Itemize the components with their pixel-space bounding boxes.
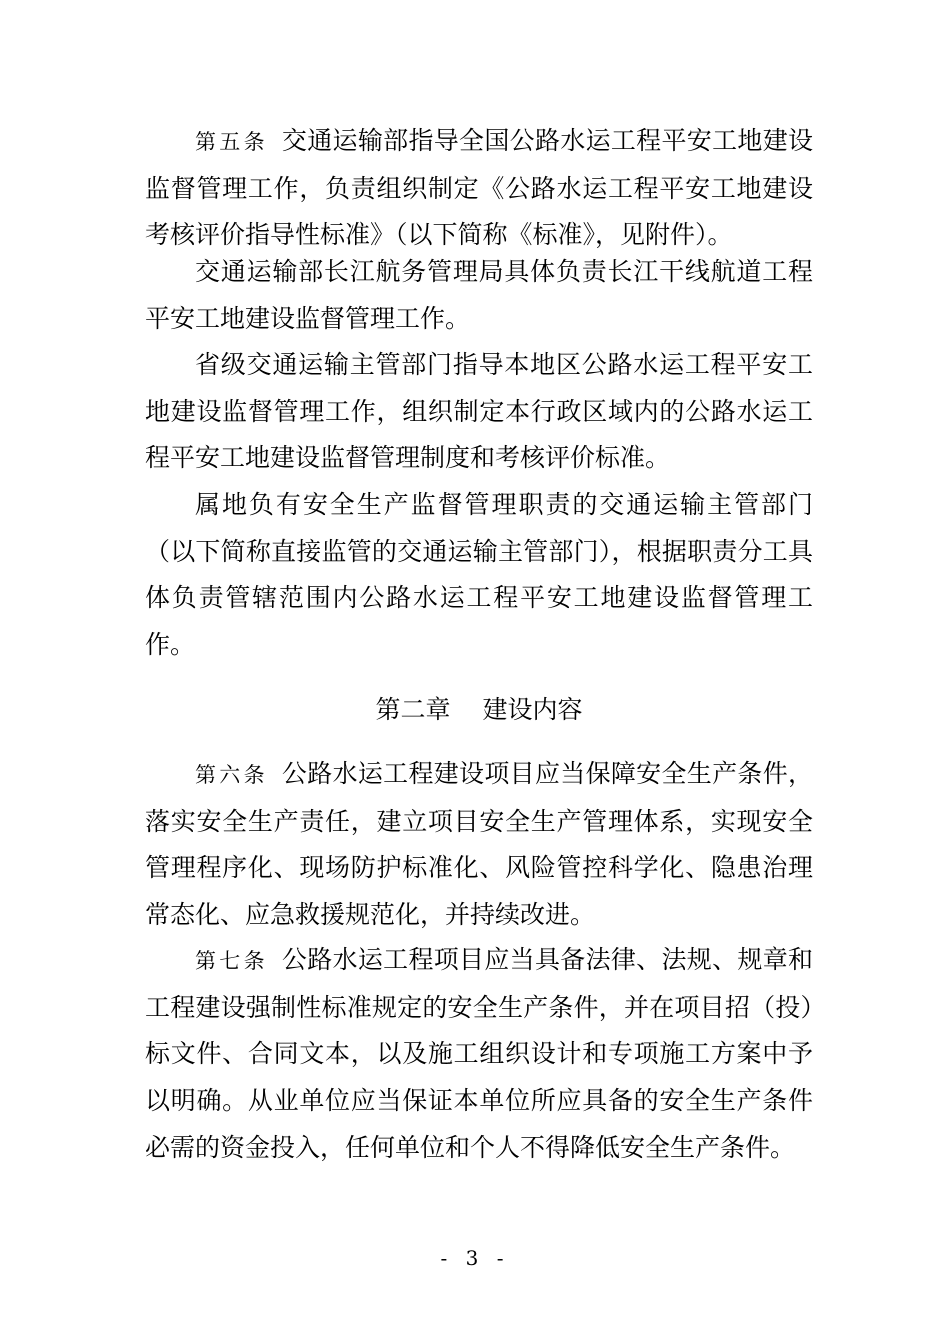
page-number: - 3 - (440, 1246, 510, 1270)
paragraph-local (145, 482, 813, 669)
article-5-text: 交通运输部指导全国公路水运工程平安工地建设监督管理工作，负责组织制定《公路水运工程平安工地建设考核评价指导性标准》（以下简称《标准》，见附件）。 (145, 126, 813, 250)
paragraph-provincial (145, 342, 813, 482)
article-7-text: 公路水运工程项目应当具备法律、法规、规章和工程建设强制性标准规定的安全生产条件，并在项目招（投）标文件、合同文本，以及施工组织设计和专项施工方案中予以明确。从业单位应当保证本单位所应具备的安全生产条件必需的资金投入，任何单位和个人不得降低安全生产条件。 (145, 945, 813, 1162)
paragraph-local-text: 属地负有安全生产监督管理职责的交通运输主管部门（以下简称直接监管的交通运输主管部门），根据职责分工具体负责管辖范围内公路水运工程平安工地建设监督管理工作。 (145, 490, 813, 660)
chapter-number: 第二章 (375, 695, 451, 724)
paragraph-changjiang-text: 交通运输部长江航务管理局具体负责长江干线航道工程平安工地建设监督管理工作。 (145, 257, 813, 333)
article-7-paragraph (145, 937, 813, 1172)
article-6-text: 公路水运工程建设项目应当保障安全生产条件，落实安全生产责任，建立项目安全生产管理体系，实现安全管理程序化、现场防护标准化、风险管控科学化、隐患治理常态化、应急救援规范化，并持续改进。 (145, 759, 813, 930)
paragraph-provincial-text: 省级交通运输主管部门指导本地区公路水运工程平安工地建设监督管理工作，组织制定本行政区域内的公路水运工程平安工地建设监督管理制度和考核评价标准。 (145, 350, 813, 473)
article-6-label: 第六条 (195, 763, 268, 787)
paragraph-changjiang (145, 249, 813, 342)
article-5-paragraph (145, 118, 813, 259)
article-7-label: 第七条 (195, 949, 268, 973)
chapter-heading (145, 690, 813, 730)
article-6-paragraph (145, 751, 813, 939)
chapter-title: 建设内容 (482, 695, 583, 724)
article-5-label: 第五条 (195, 130, 268, 154)
